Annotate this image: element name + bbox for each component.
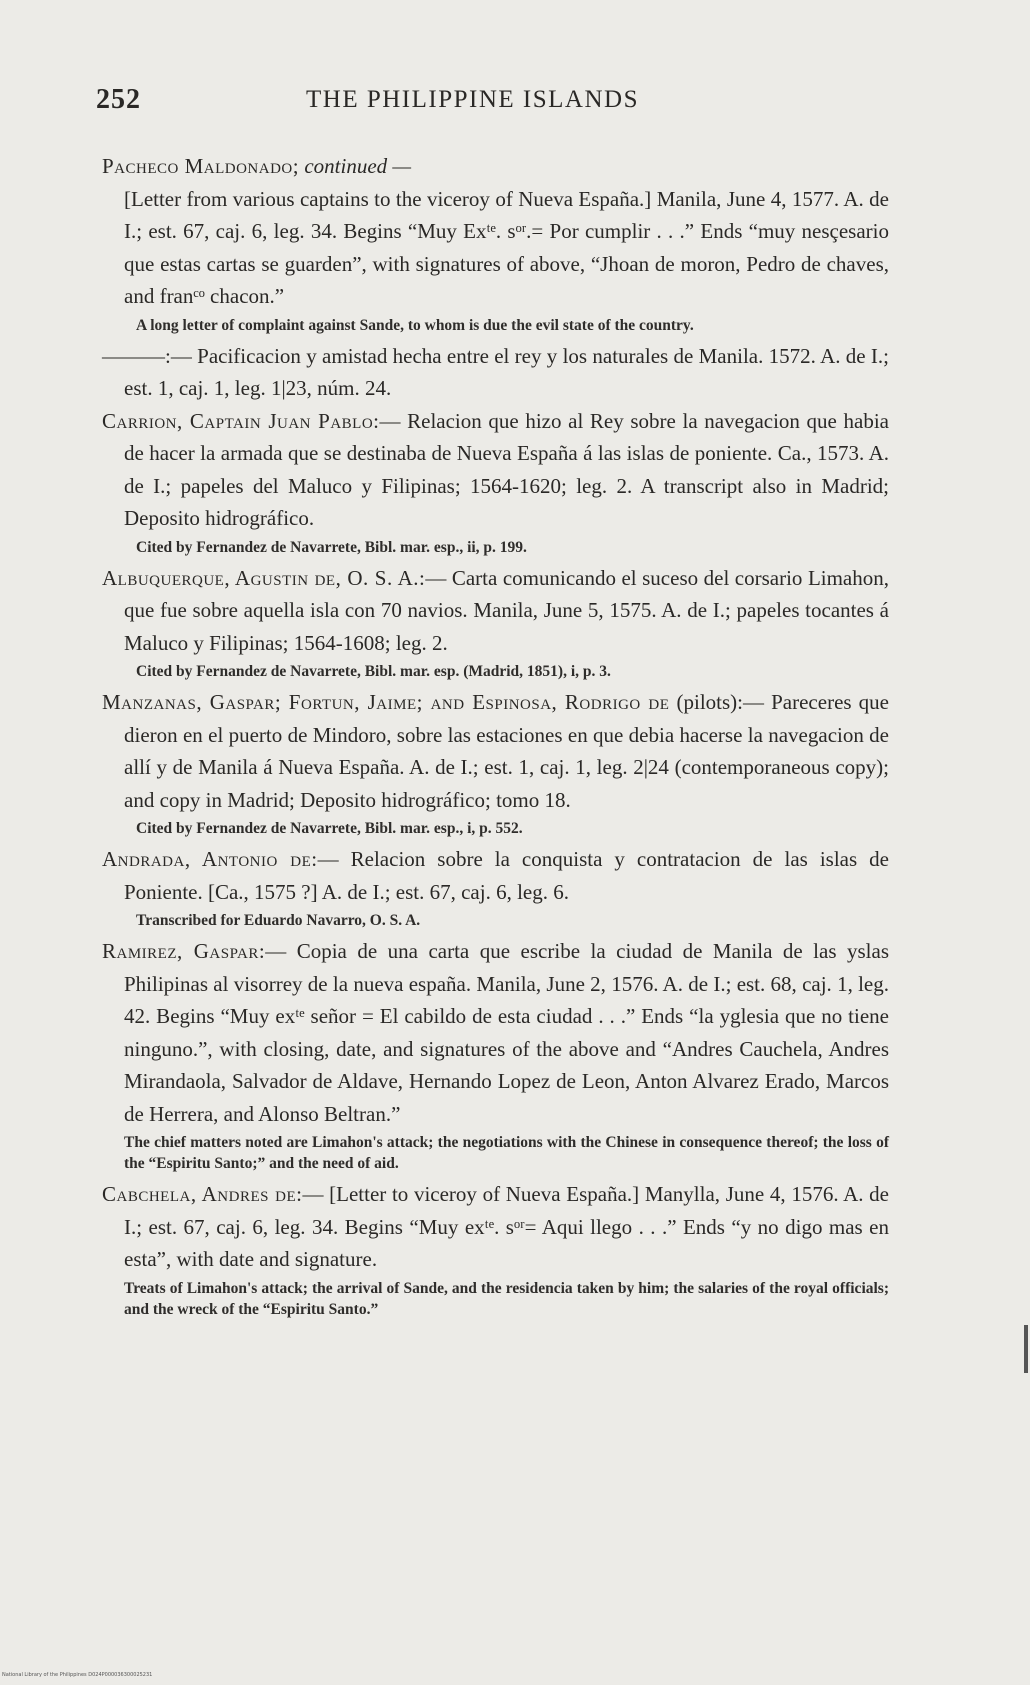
scan-id-footer: National Library of the Philippines D024P000036300025231: [2, 1672, 153, 1678]
scan-edge-mark: [1024, 1325, 1028, 1373]
entry-andrada: [102, 843, 889, 908]
entry-albuquerque: [102, 562, 889, 660]
entry-ramirez: [102, 935, 889, 1130]
entry-note: A long letter of complaint against Sande, to whom is due the evil state of the country.: [136, 316, 694, 334]
entry-author: Cabchela, Andres de:: [102, 1182, 303, 1206]
entry-author: Ramirez, Gaspar:: [102, 939, 266, 963]
entry-note: Cited by Fernandez de Navarrete, Bibl. mar. esp., ii, p. 199.: [136, 538, 527, 556]
entry-author: Pacheco Maldonado;: [102, 154, 300, 178]
entry-author: Manzanas, Gaspar; Fortun, Jaime; and Espinosa, Rodrigo de: [102, 690, 670, 714]
page-header: [96, 84, 916, 124]
entry-author: Carrion, Captain Juan Pablo:: [102, 408, 380, 433]
running-title: THE PHILIPPINE ISLANDS: [306, 86, 639, 113]
entry-body: [Letter from various captains to the viceroy of Nueva España.] Manila, June 4, 1577. A. de I.; est. 67, caj. 6, leg. 34. Begins “Muy Exᵗᵉ. sᵒʳ.= Por cumplir . . .” Ends “muy nesçesario que estas cartas se guarden”, with signatures of above, “Jhoan de moron, Pedro de chaves, and franᶜᵒ chacon.”: [124, 186, 889, 308]
continued-label: continued —: [304, 154, 412, 178]
entry-body: (pilots):— Pareceres que dieron en el puerto de Mindoro, sobre las estaciones en que debia hacerse la navegacion de allí y de Manila á Nueva España. A. de I.; est. 1, caj. 1, leg. 2|24 (contemporaneous copy); and copy in Madrid; Deposito hidrográfico; tomo 18.: [124, 690, 889, 812]
entry-body: — [Letter to viceroy of Nueva España.] Manylla, June 4, 1576. A. de I.; est. 67, caj. 6, leg. 34. Begins “Muy exᵗᵉ. sᵒʳ= Aqui llego . . .” Ends “y no digo mas en esta”, with date and signature.: [124, 1182, 890, 1271]
entry-carrion: [102, 405, 889, 535]
entry-note: Treats of Limahon's attack; the arrival of Sande, and the residencia taken by him; the salaries of the royal officials; and the wreck of the “Espiritu Santo.”: [124, 1279, 889, 1318]
entry-author: Andrada, Antonio de:: [102, 847, 318, 871]
entry-body: — Relacion sobre la conquista y contratacion de las islas de Poniente. [Ca., 1575 ?] A. de I.; est. 67, caj. 6, leg. 6.: [124, 847, 889, 904]
entry-manzanas: [102, 686, 889, 816]
entry-author: ———:: [102, 343, 171, 368]
entry-note: Cited by Fernandez de Navarrete, Bibl. mar. esp. (Madrid, 1851), i, p. 3.: [136, 663, 611, 680]
entry-body: — Relacion que hizo al Rey sobre la navegacion que habia de hacer la armada que se destinaba de Nueva España á las islas de poniente. Ca., 1573. A. de I.; papeles del Maluco y Filipinas; 1564-1620; leg. 2. A transcript also in Madrid; Deposito hidrográfico.: [124, 408, 889, 530]
entry-body: — Pacificacion y amistad hecha entre el rey y los naturales de Manila. 1572. A. de I.; est. 1, caj. 1, leg. 1|23, núm. 24.: [124, 343, 889, 400]
entry-body: — Carta comunicando el suceso del corsario Limahon, que fue sobre aquella isla con 70 navios. Manila, June 5, 1575. A. de I.; papeles tocantes á Maluco y Filipinas; 1564-1608; leg. 2.: [124, 565, 890, 655]
entry-pacificacion: [102, 340, 889, 405]
entry-note: The chief matters noted are Limahon's attack; the negotiations with the Chinese in consequence thereof; the loss of the “Espiritu Santo;” and the need of aid.: [124, 1134, 889, 1172]
page-number: 252: [96, 84, 141, 115]
entry-note: Transcribed for Eduardo Navarro, O. S. A.: [136, 912, 421, 929]
entry-pacheco-maldonado: [102, 150, 889, 313]
bibliography-content: [102, 150, 889, 1324]
entry-author: Albuquerque, Agustin de, O. S. A.:: [102, 565, 426, 590]
entry-body: — Copia de una carta que escribe la ciudad de Manila de las yslas Philipinas al visorrey de la nueva españa. Manila, June 2, 1576. A. de I.; est. 68, caj. 1, leg. 42. Begins “Muy exᵗᵉ señor = El cabildo de esta ciudad . . .” Ends “la yglesia que no tiene ninguno.”, with closing, date, and signatures of the above and “Andres Cauchela, Andres Mirandaola, Salvador de Aldave, Hernando Lopez de Leon, Anton Alvarez Erado, Marcos de Herrera, and Alonso Beltran.”: [124, 939, 889, 1126]
entry-note: Cited by Fernandez de Navarrete, Bibl. mar. esp., i, p. 552.: [136, 820, 523, 837]
entry-cabchela: [102, 1178, 889, 1276]
